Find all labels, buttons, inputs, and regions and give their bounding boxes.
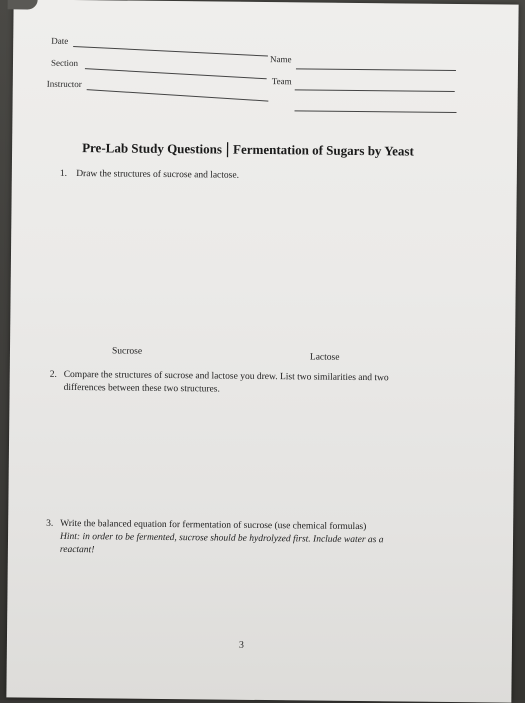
- question-1-number: 1.: [59, 168, 68, 179]
- binder-clip: [8, 0, 38, 10]
- question-3-hint-line-1: Hint: in order to be fermented, sucrose should be hydrolyzed first. Include water as a: [59, 531, 384, 546]
- team-field-line[interactable]: [295, 89, 455, 92]
- question-2-text-line-2: differences between these two structures.: [63, 382, 220, 395]
- question-3: [46, 518, 496, 562]
- sucrose-label: Sucrose: [111, 346, 143, 357]
- name-field-line[interactable]: [296, 68, 456, 71]
- question-2: [50, 369, 490, 400]
- question-2-answer-area[interactable]: [56, 400, 457, 509]
- question-3-text: Write the balanced equation for fermentation of sucrose (use chemical formulas): [60, 518, 367, 533]
- question-3-answer-area[interactable]: [55, 565, 456, 634]
- page-number: 3: [238, 639, 244, 651]
- question-3-hint-line-2: reactant!: [59, 544, 95, 556]
- section-label: Section: [50, 57, 79, 69]
- team-label: Team: [271, 76, 292, 87]
- question-2-text-line-1: Compare the structures of sucrose and lactose you drew. List two similarities and two: [63, 369, 389, 384]
- lactose-label: Lactose: [309, 352, 340, 363]
- name-label: Name: [270, 54, 292, 65]
- date-label: Date: [51, 35, 69, 46]
- question-2-number: 2.: [49, 369, 57, 380]
- date-field-line[interactable]: [73, 46, 268, 57]
- question-1: [60, 168, 239, 183]
- worksheet-page: [6, 0, 518, 703]
- extra-field-line[interactable]: [295, 110, 457, 113]
- title-part-1: Pre-Lab Study Questions: [82, 140, 223, 157]
- instructor-label: Instructor: [46, 78, 82, 90]
- instructor-field-line[interactable]: [87, 89, 269, 101]
- title-separator: |: [224, 139, 231, 158]
- section-field-line[interactable]: [85, 68, 267, 79]
- question-3-number: 3.: [46, 518, 54, 529]
- question-1-answer-area[interactable]: [58, 186, 460, 340]
- page-title: [82, 138, 414, 159]
- title-part-2: Fermentation of Sugars by Yeast: [233, 141, 414, 159]
- question-1-text: Draw the structures of sucrose and lactose.: [76, 169, 240, 181]
